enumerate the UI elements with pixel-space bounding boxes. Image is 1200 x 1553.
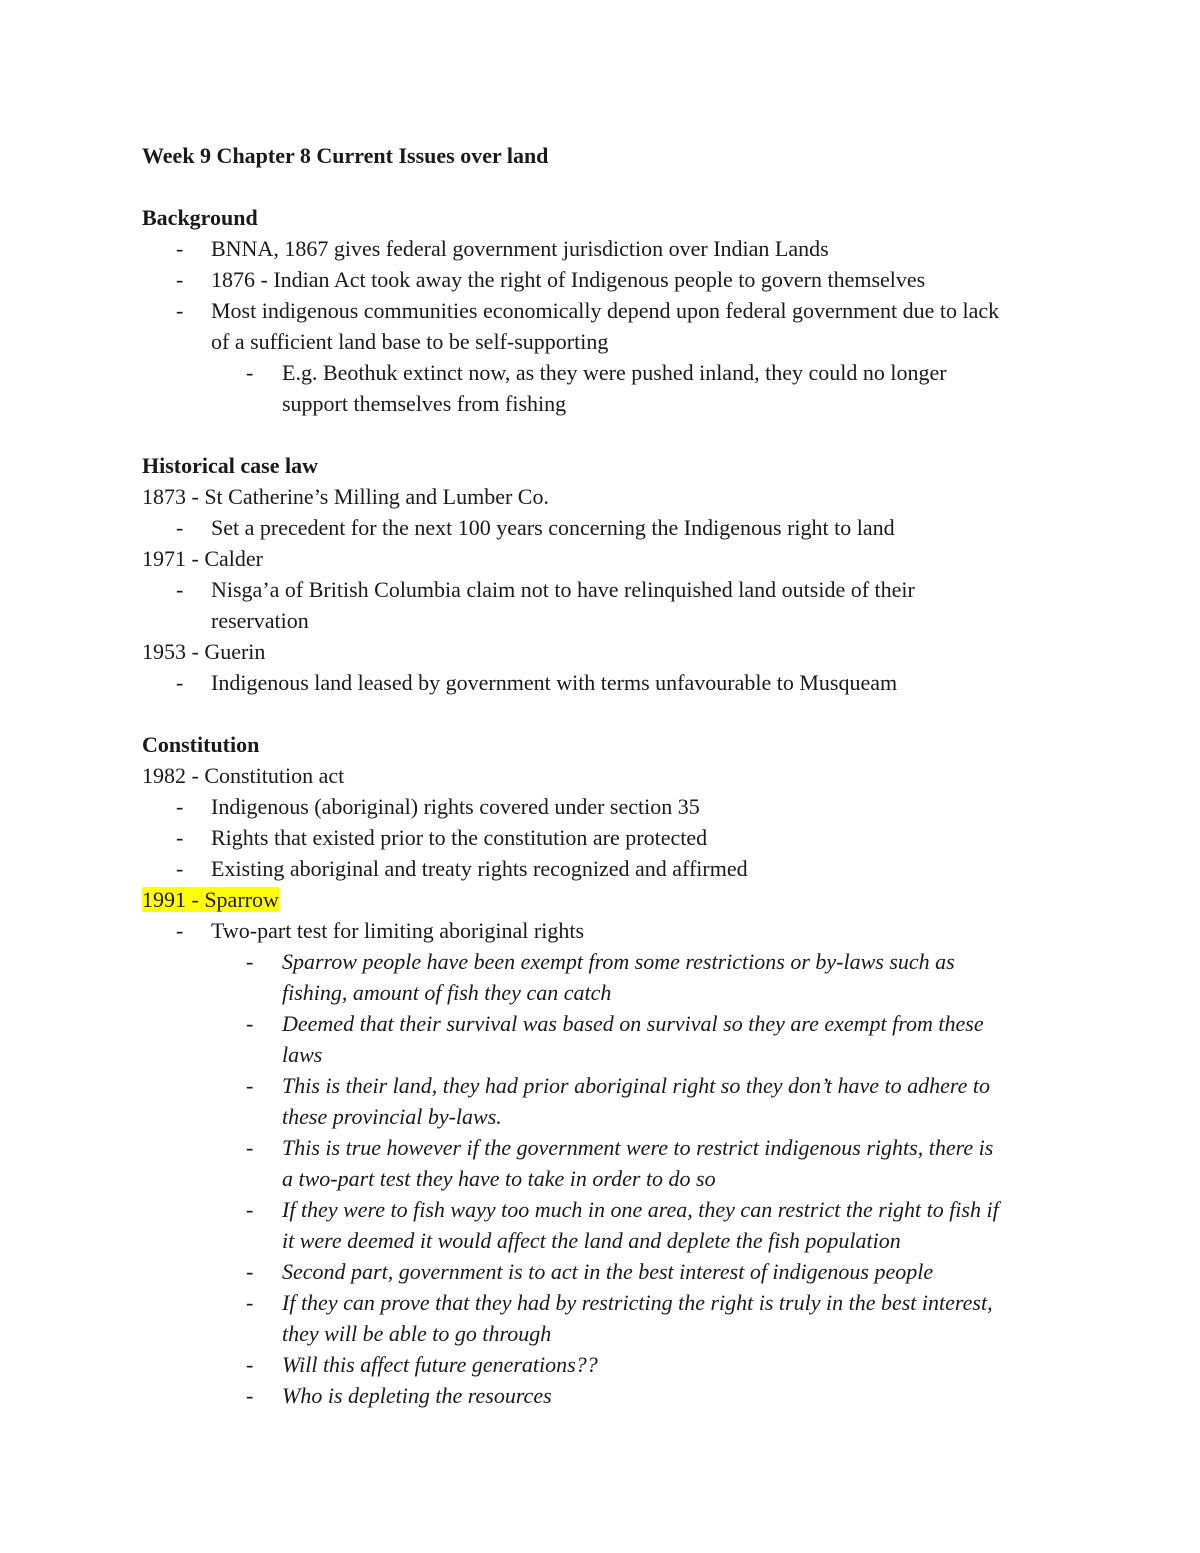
bullet-dash: -	[246, 1197, 254, 1222]
bullet-dash: -	[246, 360, 254, 385]
section-heading-constitution: Constitution	[142, 732, 260, 757]
case-entry: 1982 - Constitution act	[142, 763, 345, 788]
bullet-dash: -	[246, 1135, 254, 1160]
bullet-dash: -	[176, 918, 184, 943]
bullet-dash: -	[176, 298, 184, 323]
highlighted-text: 1991 - Sparrow	[142, 887, 279, 912]
bullet-dash: -	[246, 949, 254, 974]
bullet-dash: -	[246, 1011, 254, 1036]
document-title: Week 9 Chapter 8 Current Issues over land	[142, 143, 549, 168]
bullet-dash: -	[176, 267, 184, 292]
bullet-dash: -	[246, 1073, 254, 1098]
bullet-dash: -	[176, 825, 184, 850]
case-entry-highlighted	[142, 884, 1082, 915]
bullet-dash: -	[176, 794, 184, 819]
bullet-dash: -	[246, 1259, 254, 1284]
section-heading-historical: Historical case law	[142, 453, 318, 478]
bullet-dash: -	[176, 577, 184, 602]
bullet-dash: -	[176, 236, 184, 261]
section-heading-background: Background	[142, 205, 258, 230]
bullet-dash: -	[246, 1290, 254, 1315]
document-page: Week 9 Chapter 8 Current Issues over land Background - BNNA, 1867 gives federal government jurisdiction over Indian Lands - 1876 - Indian Act took away the right of Indigenous people to govern themselves - Most indigenous communities economically depend upon federal government due to lack of a sufficient land base to be self-supporting - E.g. Beothuk extinct now, as they were pushed inland, they could no longer support themselves from fishing Historical case law 1873 - St Catherine’s Milling and Lumber Co. - Set a precedent for the next 100 years concerning the Indigenous right to land 1971 - Calder - Nisga’a of British Columbia claim not to have relinquished land outside of their reservation 1953 - Guerin - Indigenous land leased by government with terms unfavourable to Musqueam Constitution 1982 - Constitution act - Indigenous (aboriginal) rights covered under section 35 - Rights that existed prior to the constitution are protected - Existing aboriginal and treaty rights recognized and affirmed 1991 - Sparrow - Two-part test for limiting aboriginal rights - Sparrow people have been exempt from some restrictions or by-laws such as fishing, amount of fish they can catch - Deemed that their survival was based on survival so they are exempt from these laws - This is their land, they had prior aboriginal right so they don’t have to adhere to these provincial by-laws. - This is true however if the government were to restrict indigenous rights, there is a two-part test they have to take in order to do so - If they were to fish wayy too much in one area, they can restrict the right to fish if it were deemed it would affect the land and deplete the fish population - Second part, government is to act in the best interest of indigenous people - If they can prove that they had by restricting the right is truly in the best interest, they will be able to go through - Will this affect future generations?? - Who is depleting the resources	[0, 0, 1200, 1553]
bullet-dash: -	[246, 1352, 254, 1377]
bullet-dash: -	[176, 856, 184, 881]
case-entry: 1873 - St Catherine’s Milling and Lumber Co.	[142, 484, 549, 509]
case-entry: 1953 - Guerin	[142, 639, 266, 664]
case-entry: 1971 - Calder	[142, 546, 263, 571]
bullet-dash: -	[176, 670, 184, 695]
bullet-dash: -	[246, 1383, 254, 1408]
bullet-dash: -	[176, 515, 184, 540]
